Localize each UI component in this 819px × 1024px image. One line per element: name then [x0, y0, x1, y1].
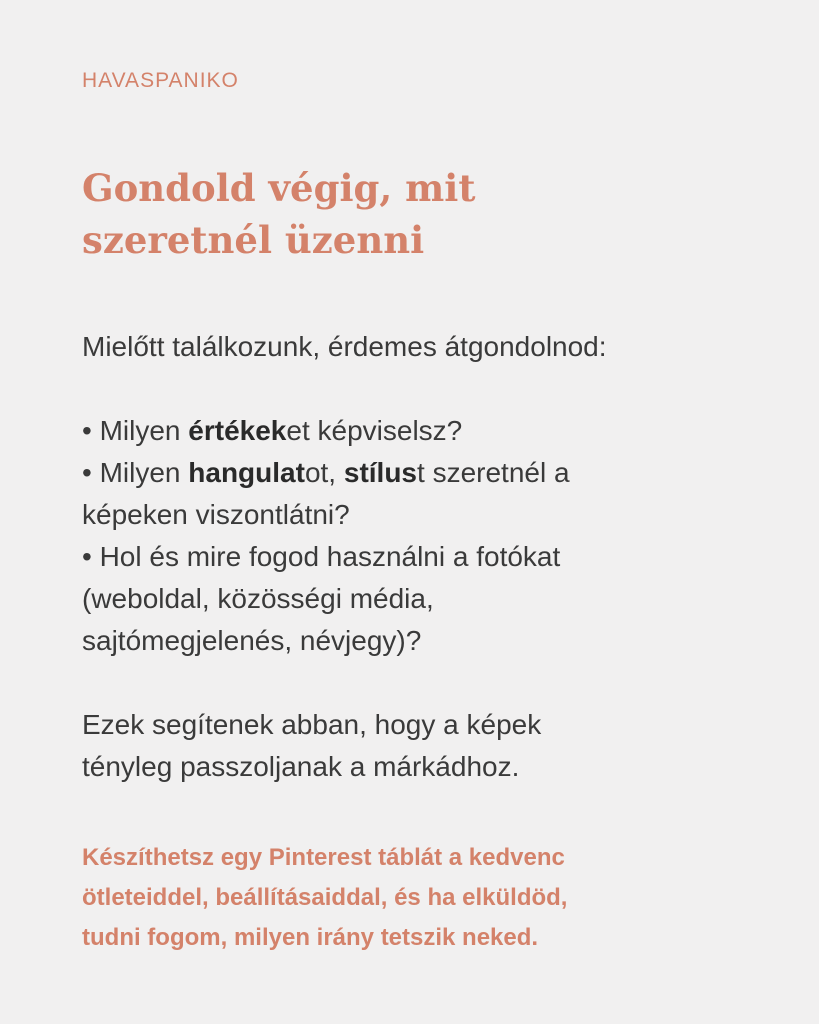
closing-line-1: Ezek segítenek abban, hogy a képek	[82, 709, 542, 740]
bullet-values-suffix: et képviselsz?	[286, 415, 463, 446]
pinterest-tip	[82, 838, 762, 958]
bullet-mood-line-2: képeken viszontlátni?	[82, 499, 350, 530]
brand-name: HAVASPANIKO	[82, 69, 239, 92]
body-text	[82, 326, 762, 788]
intro-text: Mielőtt találkozunk, érdemes átgondolnod:	[82, 331, 607, 362]
bullet-values-bold: értékek	[188, 415, 287, 446]
bullet-values	[82, 410, 762, 452]
tip-line-3: tudni fogom, milyen irány tetszik neked.	[82, 924, 539, 951]
bullet-mood-bold-1: hangulat	[188, 457, 305, 488]
closing-line-2: tényleg passzoljanak a márkádhoz.	[82, 751, 520, 782]
tip-line-2: ötleteiddel, beállításaiddal, és ha elküldöd,	[82, 884, 568, 911]
bullet-usage-line-1: • Hol és mire fogod használni a fotókat	[82, 541, 561, 572]
tip-line-1: Készíthetsz egy Pinterest táblát a kedvenc	[82, 844, 565, 871]
bullet-mood-bold-2: stílus	[343, 457, 418, 488]
page-title	[82, 162, 475, 266]
bullet-mood-prefix: • Milyen	[82, 457, 189, 488]
bullet-usage-line-2: (weboldal, közösségi média,	[82, 583, 434, 614]
bullet-mood-suffix: t szeretnél a	[417, 457, 570, 488]
title-line-1: Gondold végig, mit	[82, 166, 476, 210]
bullet-usage-line-3: sajtómegjelenés, névjegy)?	[82, 625, 422, 656]
bullet-values-prefix: • Milyen	[82, 415, 189, 446]
spacer	[82, 662, 762, 704]
bullet-mood-mid: ot,	[304, 457, 344, 488]
title-line-2: szeretnél üzenni	[82, 218, 425, 262]
spacer	[82, 368, 762, 410]
bullet-mood	[82, 452, 762, 494]
